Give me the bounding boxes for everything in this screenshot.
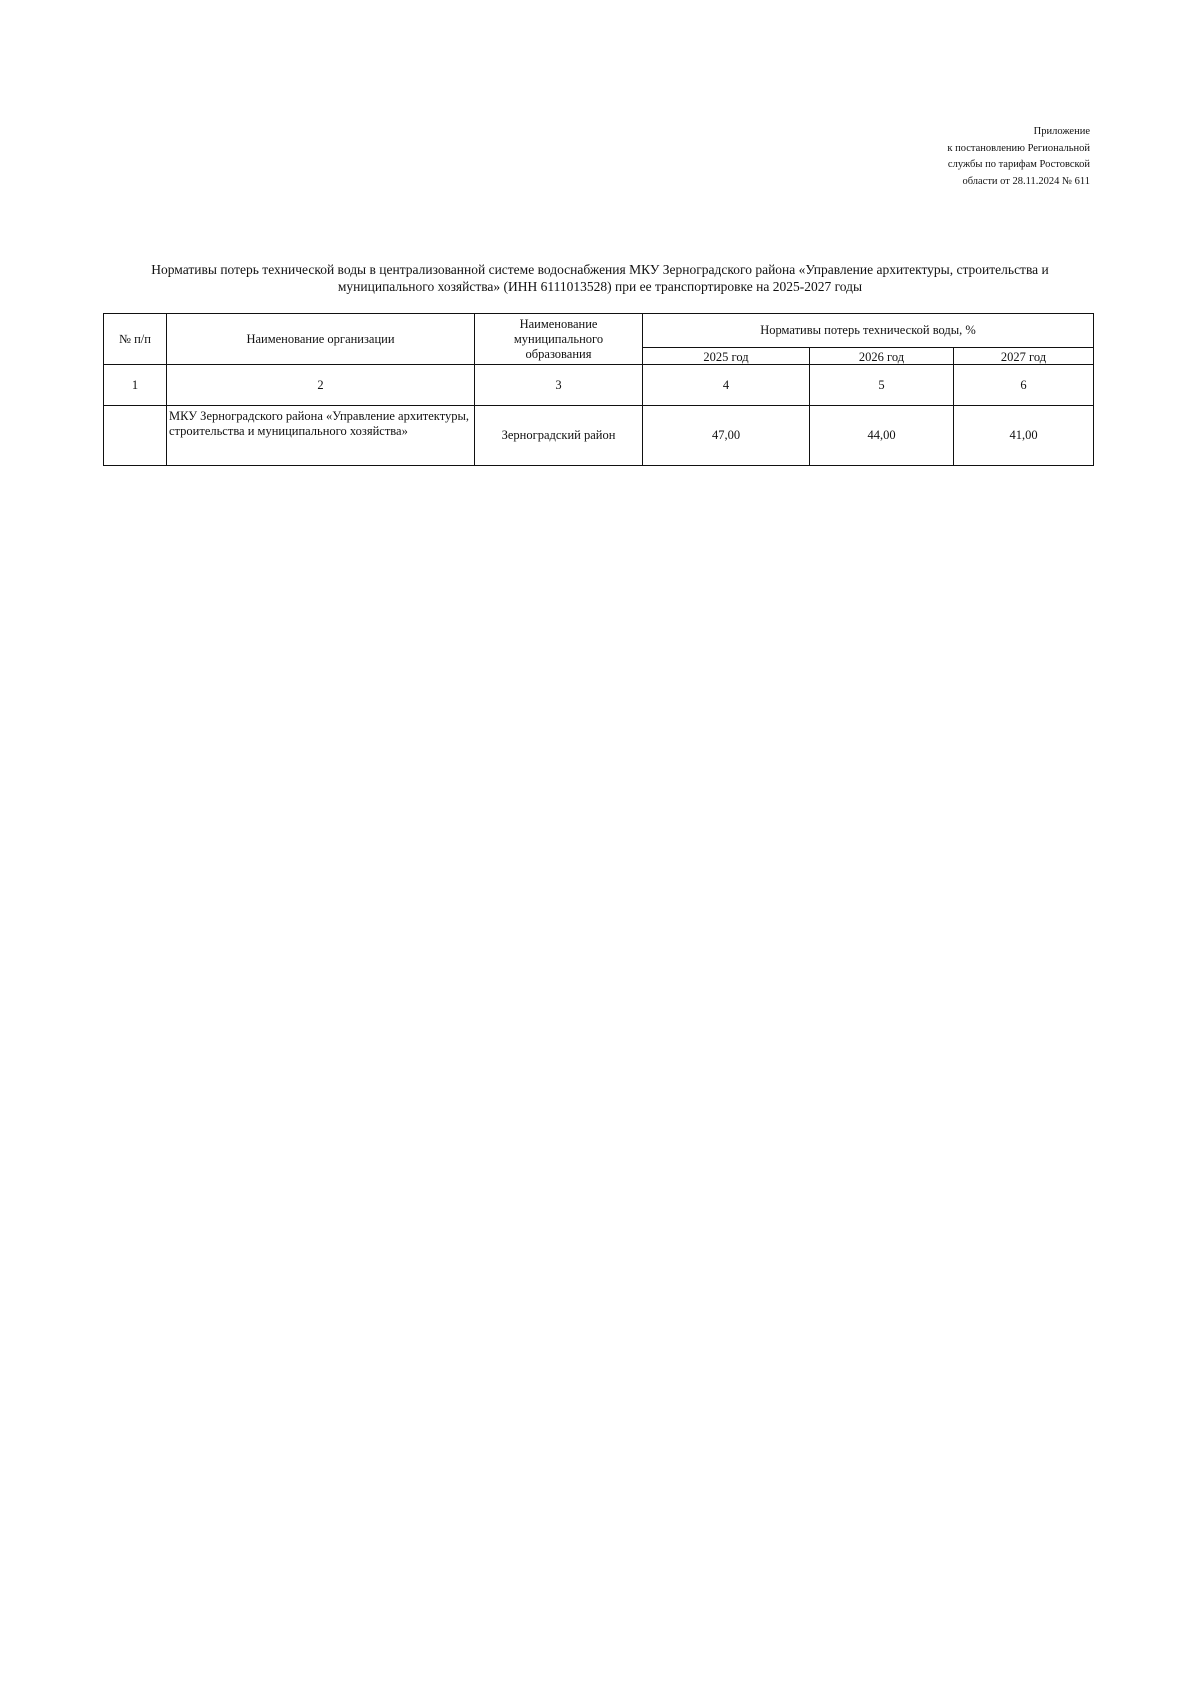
- document-title: [104, 261, 1096, 295]
- header-year-2025: 2025 год: [643, 348, 810, 365]
- column-number: 5: [810, 365, 954, 406]
- appendix-line: Приложение: [1033, 126, 1090, 137]
- row-num: [104, 406, 167, 466]
- row-municipality: Зерноградский район: [475, 406, 643, 466]
- header-org: Наименование организации: [167, 314, 475, 365]
- row-value-2025: 47,00: [643, 406, 810, 466]
- header-year-2026: 2026 год: [810, 348, 954, 365]
- header-norms-group: Нормативы потерь технической воды, %: [643, 314, 1094, 348]
- column-number: 6: [954, 365, 1094, 406]
- column-number: 1: [104, 365, 167, 406]
- table-row: [104, 406, 1094, 466]
- header-year-2027: 2027 год: [954, 348, 1094, 365]
- appendix-line: области от 28.11.2024 № 611: [962, 175, 1090, 187]
- appendix-line: службы по тарифам Ростовской: [947, 159, 1090, 170]
- document-title-line-1: Нормативы потерь технической воды в централизованной системе водоснабжения МКУ Зерноградского района «Управление архитектуры, строительства и: [151, 262, 1049, 277]
- column-number: 2: [167, 365, 475, 406]
- header-municipality: Наименование муниципального образования: [475, 314, 643, 365]
- header-num: № п/п: [104, 314, 167, 365]
- column-number: 4: [643, 365, 810, 406]
- table-header-row: [104, 314, 1094, 348]
- column-numbers-row: [104, 365, 1094, 406]
- column-number: 3: [475, 365, 643, 406]
- document-title-line-2: муниципального хозяйства» (ИНН 6111013528) при ее транспортировке на 2025-2027 годы: [337, 279, 863, 294]
- appendix-line: к постановлению Региональной: [947, 142, 1090, 154]
- row-value-2027: 41,00: [954, 406, 1094, 466]
- row-value-2026: 44,00: [810, 406, 954, 466]
- row-org-name: МКУ Зерноградского района «Управление архитектуры, строительства и муниципального хозяйства»: [167, 406, 475, 466]
- norms-table: [103, 313, 1094, 466]
- appendix-header: [947, 124, 1090, 190]
